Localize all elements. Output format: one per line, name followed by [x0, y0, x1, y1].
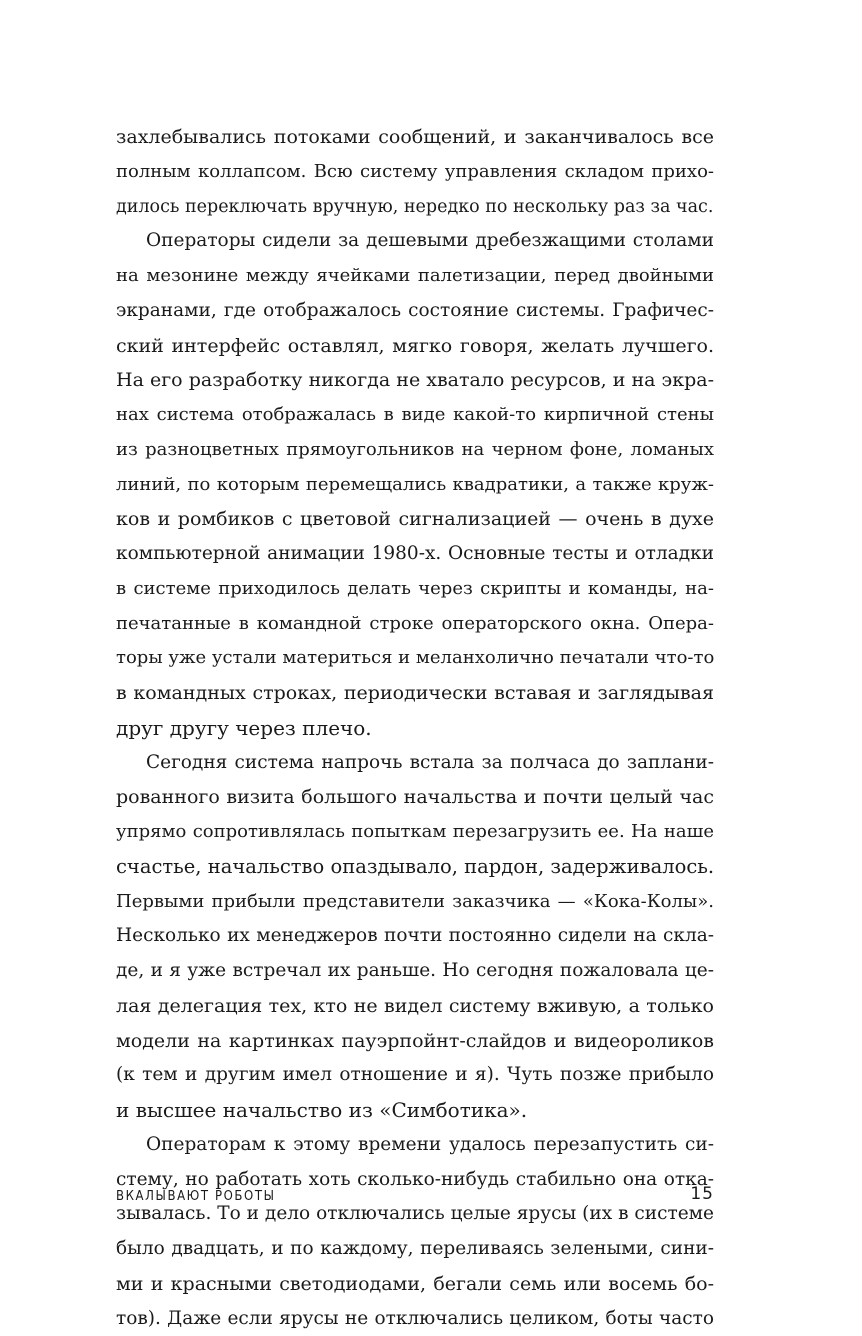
text-line: компьютерной анимации 1980-х. Основные тесты и отладки	[116, 537, 714, 572]
text-line: зывалась. То и дело отключались целые ярусы (их в системе	[116, 1197, 714, 1232]
text-line: (к тем и другим имел отношение и я). Чуть позже прибыло	[116, 1058, 714, 1093]
text-line: нах система отображалась в виде какой-то кирпичной стены	[116, 398, 714, 433]
text-line: дилось переключать вручную, нередко по нескольку раз за час.	[116, 190, 714, 225]
running-title: ВКАЛЫВАЮТ РОБОТЫ	[116, 1189, 276, 1204]
text-line: экранами, где отображалось состояние системы. Графичес-	[116, 294, 714, 329]
text-line: ский интерфейс оставлял, мягко говоря, желать лучшего.	[116, 329, 714, 364]
text-line: было двадцать, и по каждому, переливаясь зелеными, сини-	[116, 1232, 714, 1267]
text-line: друг другу через плечо.	[116, 711, 714, 746]
text-line: Операторам к этому времени удалось перезапустить си-	[116, 1128, 714, 1163]
text-line: в командных строках, периодически вставая и заглядывая	[116, 676, 714, 711]
text-line: Сегодня система напрочь встала за полчаса до заплани-	[116, 746, 714, 781]
page-number: 15	[690, 1184, 714, 1204]
text-line: модели на картинках пауэрпойнт-слайдов и видеороликов	[116, 1024, 714, 1059]
text-line: на мезонине между ячейками палетизации, перед двойными	[116, 259, 714, 294]
text-line: Несколько их менеджеров почти постоянно сидели на скла-	[116, 919, 714, 954]
text-line: полным коллапсом. Всю систему управления складом прихо-	[116, 155, 714, 190]
text-line: упрямо сопротивлялась попыткам перезагрузить ее. На наше	[116, 815, 714, 850]
text-line: Первыми прибыли представители заказчика — «Кока-Колы».	[116, 885, 714, 920]
text-line: Операторы сидели за дешевыми дребезжащими столами	[116, 224, 714, 259]
text-line: стему, но работать хоть сколько-нибудь стабильно она отка-	[116, 1163, 714, 1198]
text-line: в системе приходилось делать через скрипты и команды, на-	[116, 572, 714, 607]
body-text	[116, 120, 714, 1336]
text-line: де, и я уже встречал их раньше. Но сегодня пожаловала це-	[116, 954, 714, 989]
text-line: торы уже устали материться и меланхолично печатали что-то	[116, 641, 714, 676]
text-line: тов). Даже если ярусы не отключались целиком, боты часто	[116, 1302, 714, 1336]
text-line: из разноцветных прямоугольников на черном фоне, ломаных	[116, 433, 714, 468]
text-line: счастье, начальство опаздывало, пардон, задерживалось.	[116, 850, 714, 885]
text-line: линий, по которым перемещались квадратики, а также круж-	[116, 468, 714, 503]
text-line: печатанные в командной строке операторского окна. Опера-	[116, 607, 714, 642]
text-line: рованного визита большого начальства и почти целый час	[116, 780, 714, 815]
text-line: ми и красными светодиодами, бегали семь или восемь бо-	[116, 1267, 714, 1302]
text-line: лая делегация тех, кто не видел систему вживую, а только	[116, 989, 714, 1024]
text-line: и высшее начальство из «Симботика».	[116, 1093, 714, 1128]
text-line: ков и ромбиков с цветовой сигнализацией — очень в духе	[116, 502, 714, 537]
text-line: На его разработку никогда не хватало ресурсов, и на экра-	[116, 363, 714, 398]
text-line: захлебывались потоками сообщений, и заканчивалось все	[116, 120, 714, 155]
